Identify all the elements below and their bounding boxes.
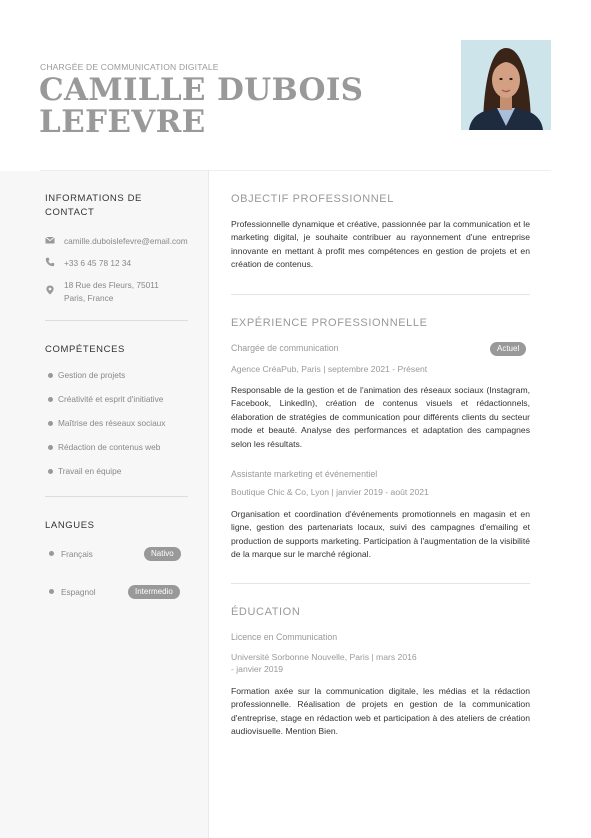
envelope-icon	[45, 235, 55, 245]
language-name: Français	[61, 549, 93, 559]
main-divider-2	[231, 583, 530, 584]
job-1-description: Responsable de la gestion et de l'animation des réseaux sociaux (Instagram, Facebook, LinkedIn), création de contenus visuels et rédactionnels, élaboration de stratégies de communication pour différents clients du secteur mode et beauté. Analyse des performances et adaptation des campagnes selon les résultats.	[231, 385, 530, 449]
address-line-1: 18 Rue des Fleurs, 75011	[64, 280, 159, 290]
job-2-title: Assistante marketing et événementiel	[231, 469, 378, 479]
location-pin-icon	[45, 285, 55, 295]
profile-photo	[461, 40, 551, 130]
education-title: ÉDUCATION	[231, 606, 301, 618]
job-1-meta: Agence CréaPub, Paris | septembre 2021 - Présent	[231, 364, 428, 374]
skill-label: Gestion de projets	[58, 370, 126, 380]
contact-title-line-1: INFORMATIONS DE	[45, 193, 142, 204]
languages-title: LANGUES	[45, 520, 95, 531]
candidate-name	[39, 74, 363, 138]
sidebar	[0, 171, 209, 838]
sidebar-divider-1	[45, 320, 188, 321]
phone-icon	[45, 257, 55, 267]
phone-text: +33 6 45 78 12 34	[64, 258, 132, 268]
job-2-meta: Boutique Chic & Co, Lyon | janvier 2019 - août 2021	[231, 487, 429, 497]
sidebar-divider-2	[45, 496, 188, 497]
profile-photo-illustration	[461, 40, 551, 130]
languages-section	[45, 519, 188, 533]
email-text: camille.duboislefevre@email.com	[64, 236, 188, 246]
language-name: Espagnol	[61, 587, 96, 597]
experience-title: EXPÉRIENCE PROFESSIONNELLE	[231, 317, 428, 329]
name-line-1: CAMILLE DUBOIS	[39, 72, 364, 108]
skill-label: Créativité et esprit d'initiative	[58, 394, 164, 404]
current-job-badge: Actuel	[490, 342, 526, 356]
resume-header	[0, 0, 591, 170]
skill-label: Rédaction de contenus web	[58, 442, 161, 452]
language-item	[49, 585, 185, 599]
skill-label: Travail en équipe	[58, 466, 122, 476]
address-line-2: Paris, France	[64, 293, 114, 303]
contact-title-line-2: CONTACT	[45, 207, 95, 218]
name-line-2: LEFEVRE	[39, 104, 206, 140]
main-divider-1	[231, 294, 530, 295]
education-meta-line-1: Université Sorbonne Nouvelle, Paris | mars 2016	[231, 652, 417, 662]
language-item	[49, 547, 185, 561]
job-title: CHARGÉE DE COMMUNICATION DIGITALE	[40, 62, 219, 72]
education-meta-line-2: - janvier 2019	[231, 664, 284, 674]
objective-text: Professionnelle dynamique et créative, passionnée par la communication et le marketing digital, je souhaite contribuer au rayonnement d'une entreprise innovante en mettant à profit mes compétences en gestion de projets et en création de contenus.	[231, 219, 530, 270]
skill-label: Maîtrise des réseaux sociaux	[58, 418, 166, 428]
objective-title: OBJECTIF PROFESSIONNEL	[231, 193, 394, 205]
job-2-description: Organisation et coordination d'événements promotionnels en magasin et en ligne, gestion des partenariats locaux, suivi des campagnes d'emailing et production de supports marketing. Participation à l'augmentation de la visibilité de la marque sur le marché régional.	[231, 509, 530, 560]
education-description: Formation axée sur la communication digitale, les médias et la rédaction professionnelle. Réalisation de projets en gestion de la communication d'entreprise, stage en rédaction web et participation à des ateliers de création audiovisuelle. Mention Bien.	[231, 686, 530, 737]
language-level-badge: Intermedio	[128, 585, 180, 599]
job-1-title: Chargée de communication	[231, 343, 339, 353]
language-level-badge: Nativo	[144, 547, 181, 561]
contact-section-title	[45, 192, 188, 220]
degree-name: Licence en Communication	[231, 632, 338, 642]
skills-section	[45, 343, 188, 357]
skills-title: COMPÉTENCES	[45, 344, 125, 355]
